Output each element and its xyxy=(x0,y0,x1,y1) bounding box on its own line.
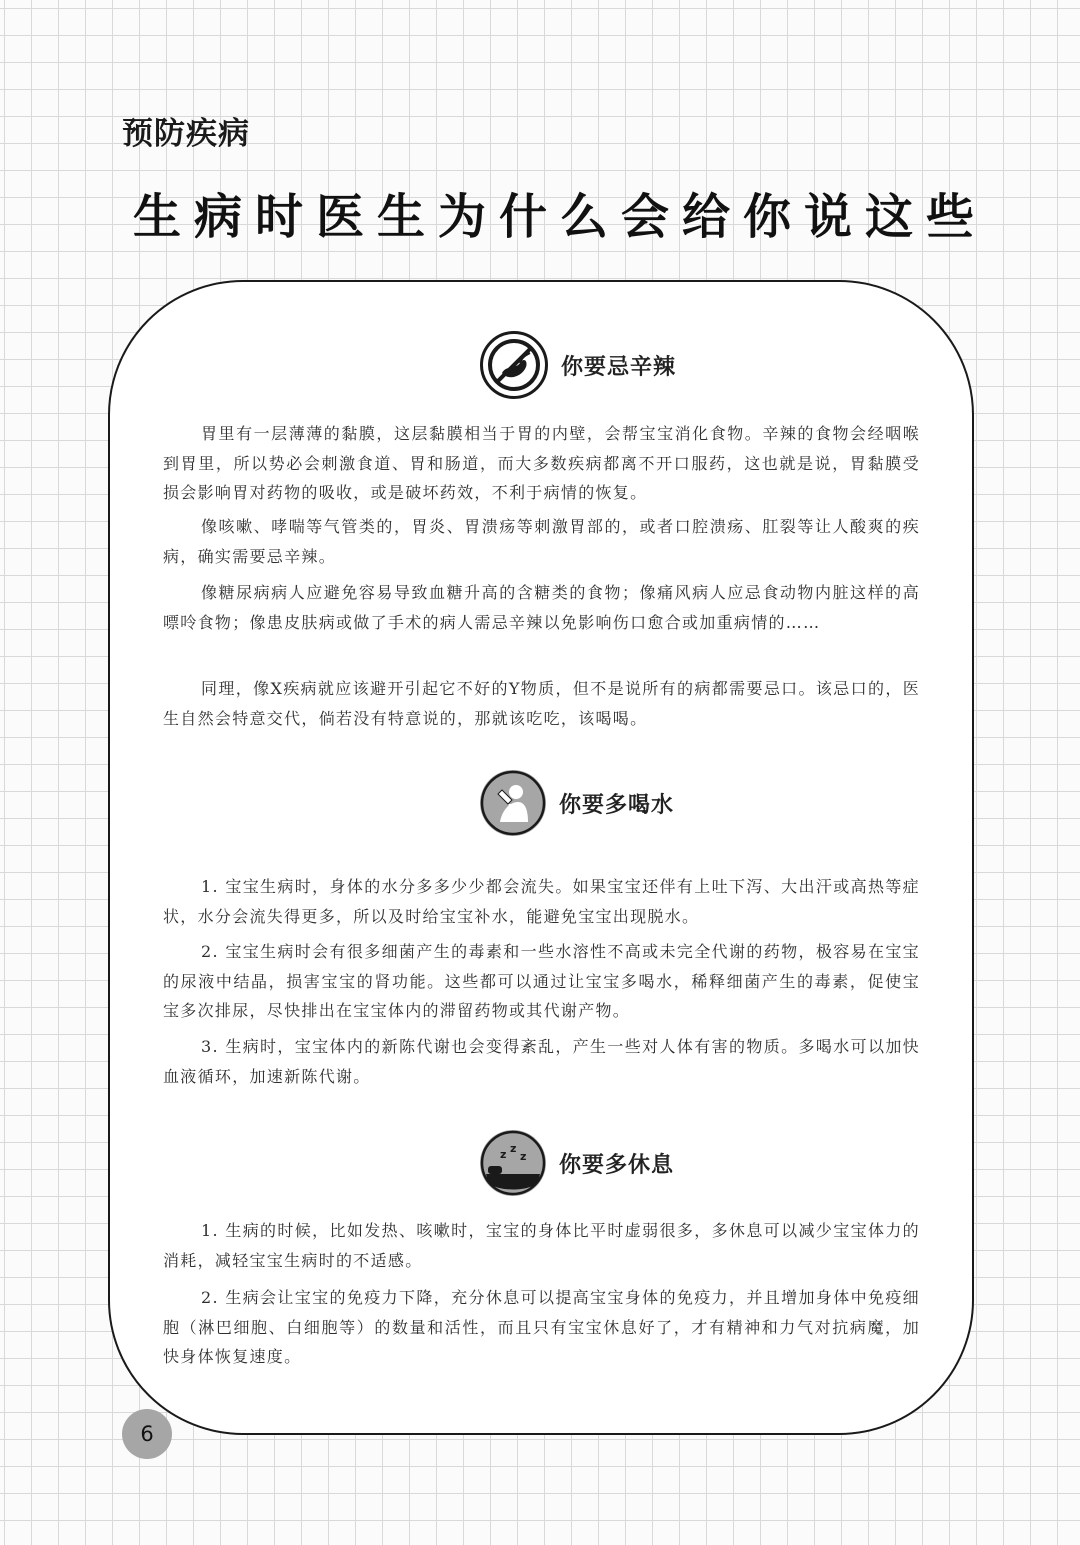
sleeping-rest-icon xyxy=(480,1130,546,1196)
heading-drink-water xyxy=(480,770,674,836)
paragraph: 同理，像X疾病就应该避开引起它不好的Y物质，但不是说所有的病都需要忌口。该忌口的，医生自然会特意交代，倘若没有特意说的，那就该吃吃，该喝喝。 xyxy=(163,679,920,728)
heading-text: 你要多休息 xyxy=(559,1152,675,1178)
heading-text: 你要多喝水 xyxy=(559,792,675,818)
section-label: 预防疾病 xyxy=(122,116,250,152)
paragraph: 3. 生病时，宝宝体内的新陈代谢也会变得紊乱，产生一些对人体有害的物质。多喝水可以加快血液循环，加速新陈代谢。 xyxy=(163,1037,920,1086)
paragraph: 像糖尿病病人应避免容易导致血糖升高的含糖类的食物；像痛风病人应忌食动物内脏这样的高嘌呤食物；像患皮肤病或做了手术的病人需忌辛辣以免影响伤口愈合或加重病情的…… xyxy=(163,583,920,632)
no-spicy-food-icon xyxy=(480,331,548,399)
paragraph: 2. 宝宝生病时会有很多细菌产生的毒素和一些水溶性不高或未完全代谢的药物，极容易在宝宝的尿液中结晶，损害宝宝的肾功能。这些都可以通过让宝宝多喝水，稀释细菌产生的毒素，促使宝宝多次排尿，尽快排出在宝宝体内的滞留药物或其代谢产物。 xyxy=(163,942,920,1020)
svg-text:z: z xyxy=(520,1150,527,1163)
heading-rest xyxy=(480,1130,674,1196)
heading-no-spicy xyxy=(480,331,676,399)
heading-text: 你要忌辛辣 xyxy=(561,354,677,380)
paragraph: 1. 宝宝生病时，身体的水分多多少少都会流失。如果宝宝还伴有上吐下泻、大出汗或高热等症状，水分会流失得更多，所以及时给宝宝补水，能避免宝宝出现脱水。 xyxy=(163,877,920,926)
paragraph: 胃里有一层薄薄的黏膜，这层黏膜相当于胃的内壁，会帮宝宝消化食物。辛辣的食物会经咽喉到胃里，所以势必会刺激食道、胃和肠道，而大多数疾病都离不开口服药，这也就是说，胃黏膜受损会影响胃对药物的吸收，或是破坏药效，不利于病情的恢复。 xyxy=(163,424,920,502)
paragraph: 像咳嗽、哮喘等气管类的，胃炎、胃溃疡等刺激胃部的，或者口腔溃疡、肛裂等让人酸爽的疾病，确实需要忌辛辣。 xyxy=(163,517,920,566)
svg-text:z: z xyxy=(500,1148,507,1161)
paragraph: 1. 生病的时候，比如发热、咳嗽时，宝宝的身体比平时虚弱很多，多休息可以减少宝宝体力的消耗，减轻宝宝生病时的不适感。 xyxy=(163,1221,920,1270)
page-number: 6 xyxy=(122,1409,172,1459)
svg-text:z: z xyxy=(510,1142,517,1155)
paragraph: 2. 生病会让宝宝的免疫力下降，充分休息可以提高宝宝身体的免疫力，并且增加身体中免疫细胞（淋巴细胞、白细胞等）的数量和活性，而且只有宝宝休息好了，才有精神和力气对抗病魔，加快身体恢复速度。 xyxy=(163,1288,920,1366)
page-title: 生病时医生为什么会给你说这些 xyxy=(132,189,987,245)
drinking-water-icon xyxy=(480,770,546,836)
